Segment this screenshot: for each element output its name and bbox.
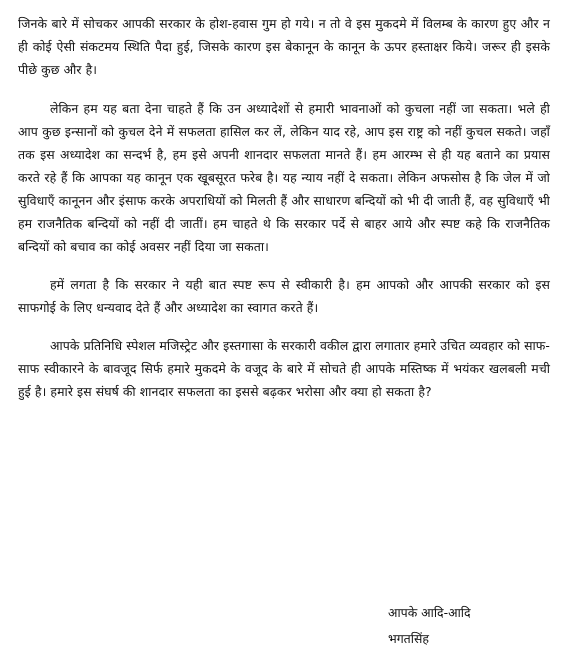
paragraph-3: हमें लगता है कि सरकार ने यही बात स्पष्ट रूप से स्वीकारी है। हम आपको और आपकी सरकार को इस साफगोई के लिए धन्यवाद देते हैं और अध्यादेश का स्वागत करते हैं।	[18, 277, 550, 315]
paragraph-1: जिनके बारे में सोचकर आपकी सरकार के होश-हवास गुम हो गये। न तो वे इस मुकदमे में विलम्ब के कारण हुए और न ही कोई ऐसी संकटमय स्थिति पैदा हुई, जिसके कारण इस बेकानून के कानून के ऊपर हस्ताक्षर किये। जरूर ही इसके पीछे कुछ और है।	[18, 16, 550, 77]
signature: भगतसिंह	[388, 631, 429, 646]
paragraph-4: आपके प्रतिनिधि स्पेशल मजिस्ट्रेट और इस्तगासा के सरकारी वकील द्वारा लगातार हमारे उचित व्यवहार को साफ-साफ स्वीकारने के बावजूद सिर्फ हमारे मुकदमे के वजूद के बारे में सोचते ही आपके मस्तिष्क में भयंकर खलबली मची हुई है। हमारे इस संघर्ष की शानदार सफलता का इससे बढ़कर भरोसा और क्या हो सकता है?	[18, 338, 550, 399]
paragraph-2: लेकिन हम यह बता देना चाहते हैं कि उन अध्यादेशों से हमारी भावनाओं को कुचला नहीं जा सकता। भले ही आप कुछ इन्सानों को कुचल देने में सफलता हासिल कर लें, लेकिन याद रहे, आप इस राष्ट्र को नहीं कुचल सकते। जहाँ तक इस अध्यादेश का सन्दर्भ है, हम इसे अपनी शानदार सफलता मानते हैं। हम आरम्भ से ही यह बताने का प्रयास करते रहे हैं कि आपका यह कानून एक खूबसूरत फरेब है। यह न्याय नहीं दे सकता। लेकिन अफसोस है कि जेल में जो सुविधाएँ कानूनन और इंसाफ करके अपराधियों को मिलती हैं और साधारण बन्दियों को भी दी जाती हैं, वह सुविधाएँ भी हम राजनैतिक बन्दियों को नहीं दी जातीं। हम चाहते थे कि सरकार पर्दे से बाहर आये और स्पष्ट कहे कि राजनैतिक बन्दियों को बचाव का कोई अवसर नहीं दिया जा सकता।	[18, 101, 550, 254]
closing-salutation: आपके आदि-आदि	[388, 605, 471, 620]
